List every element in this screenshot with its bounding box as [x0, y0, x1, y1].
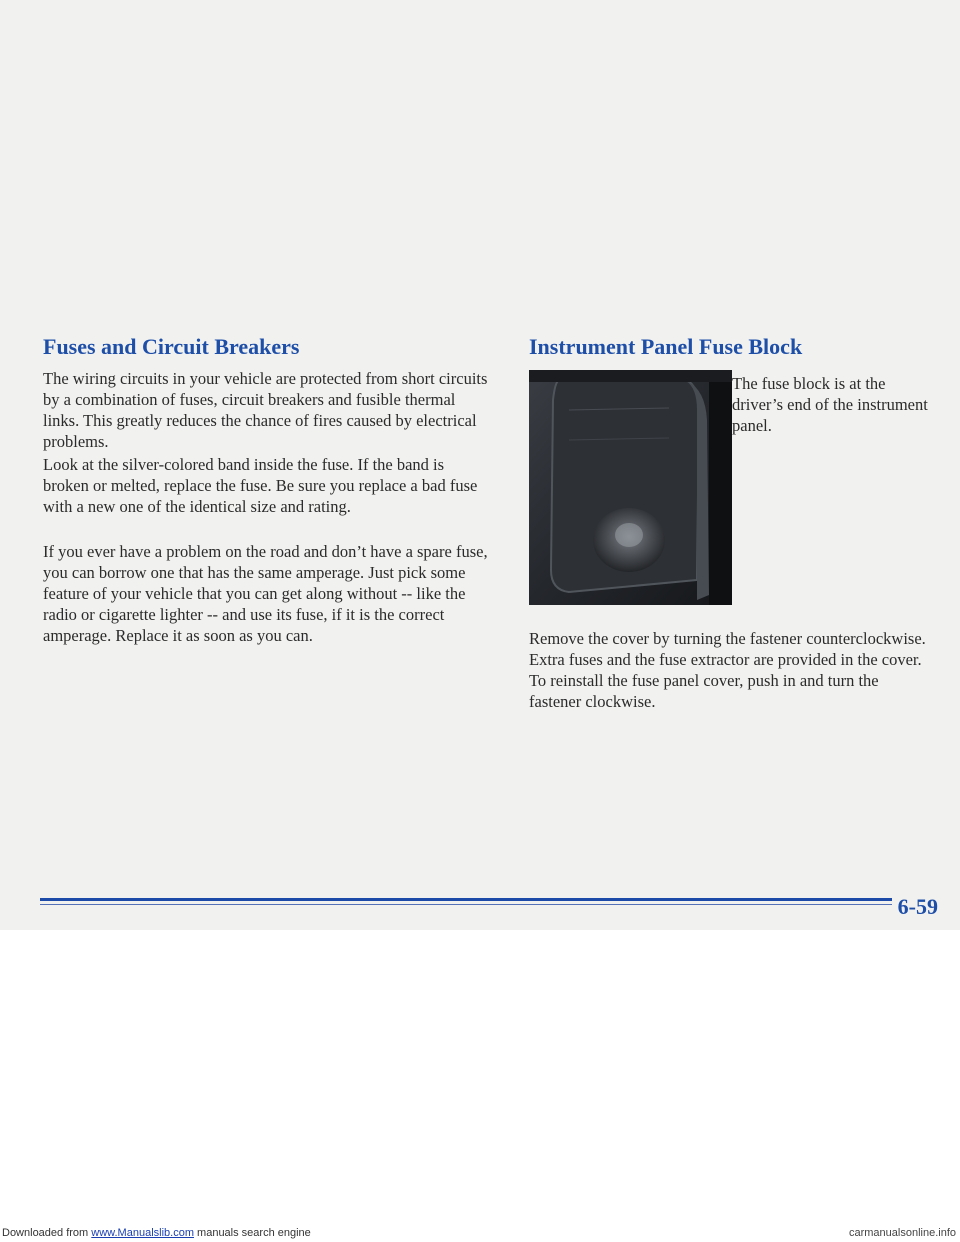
download-footer [0, 1227, 960, 1242]
footer-prefix: Downloaded from [2, 1227, 92, 1239]
remove-cover-paragraph: Remove the cover by turning the fastener counterclockwise. Extra fuses and the fuse extractor are provided in the cover. To reinstall the fuse panel cover, push in and turn the fastener clockwise. [529, 629, 926, 711]
footer-rule-thick [40, 898, 892, 901]
footer-rule-thin [40, 904, 892, 905]
page-number: 6-59 [897, 894, 938, 919]
fuses-paragraph-1: The wiring circuits in your vehicle are protected from short circuits by a combination of fuses, circuit breakers and fusible thermal links. This greatly reduces the chance of fires caused by electrical problems. [43, 369, 488, 451]
footer-suffix: manuals search engine [193, 1227, 311, 1239]
fuse-block-location-text: The fuse block is at the driver’s end of the instrument panel. [732, 374, 928, 435]
watermark-text: carmanualsonline.info [848, 1227, 956, 1239]
fuses-paragraph-3: If you ever have a problem on the road and don’t have a spare fuse, you can borrow one that has the same amperage. Just pick some feature of your vehicle that you can get along without -- like the radio or cigarette lighter -- and use its fuse, if it is the correct amperage. Replace it as soon as you can. [43, 542, 488, 645]
fuse-block-photo [529, 370, 732, 605]
fuses-heading: Fuses and Circuit Breakers [43, 334, 300, 359]
fuses-paragraph-2: Look at the silver-colored band inside the fuse. If the band is broken or melted, replace the fuse. Be sure you replace a bad fuse with a new one of the identical size and rating. [43, 455, 478, 516]
instrument-panel-heading: Instrument Panel Fuse Block [529, 334, 803, 359]
manualslib-link[interactable]: www.Manualslib.com [91, 1227, 194, 1239]
